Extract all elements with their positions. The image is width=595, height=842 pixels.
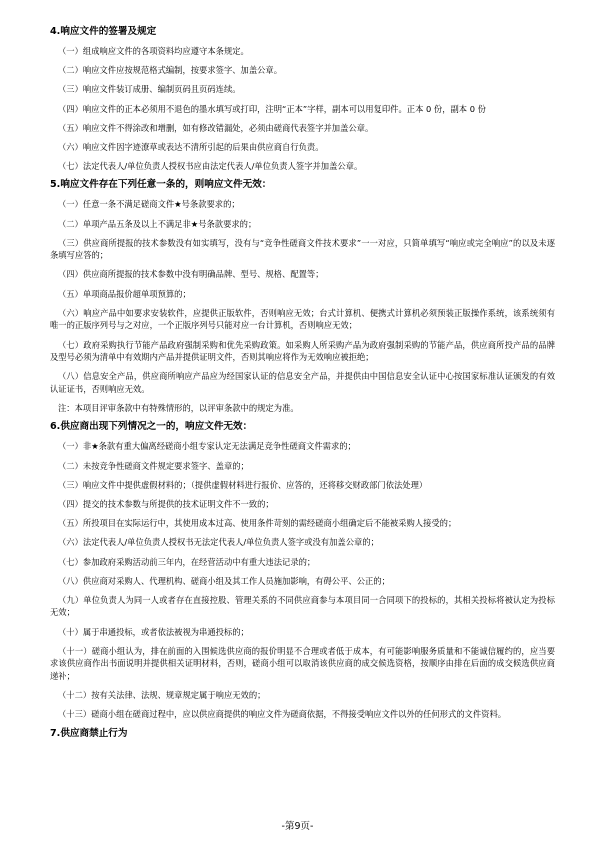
clause-paragraph: （十）属于串通投标，或者依法被视为串通投标的； [58, 626, 249, 637]
clause-paragraph: （八）信息安全产品，供应商所响应产品应为经国家认证的信息安全产品，并提供由中国信息安全认证中心按国家标准认证颁发的有效认证证书，否则响应无效。 [50, 371, 555, 394]
clause-paragraph: （二）单项产品五条及以上不满足非★号条款要求的； [58, 218, 257, 229]
clause-paragraph: （四）供应商所提报的技术参数中没有明确品牌、型号、规格、配置等； [58, 269, 324, 280]
clause-paragraph: （七）法定代表人/单位负责人授权书应由法定代表人/单位负责人签字并加盖公章。 [58, 161, 363, 172]
clause-paragraph: 注：本项目评审条款中有特殊情形的，以评审条款中的规定为准。 [58, 403, 299, 414]
section-heading: 7.供应商禁止行为 [50, 727, 128, 739]
clause-paragraph: （九）单位负责人为同一人或者存在直接控股、管理关系的不同供应商参与本项目同一合同项下的投标的，其相关投标将被认定为投标无效； [50, 594, 555, 618]
clause-paragraph: （四）提交的技术参数与所提供的技术证明文件不一致的； [58, 498, 274, 509]
clause-paragraph: （一）组成响应文件的各项资料均应遵守本条规定。 [58, 46, 249, 56]
clause-paragraph: （二）响应文件应按规范格式编制，按要求签字、加盖公章。 [58, 65, 283, 76]
clause-paragraph: （五）所投项目在实际运行中，其使用成本过高、使用条件苛刻的需经磋商小组确定后不能被采购人接受的； [58, 518, 457, 529]
clause-paragraph: （六）响应文件因字迹潦草或表达不清所引起的后果由供应商自行负责。 [58, 141, 324, 152]
clause-paragraph: （六）法定代表人/单位负责人授权书无法定代表人/单位负责人签字或没有加盖公章的； [58, 537, 379, 548]
section-heading: 6.供应商出现下列情况之一的，响应文件无效： [50, 421, 253, 433]
clause-paragraph: （八）供应商对采购人、代理机构、磋商小组及其工作人员施加影响，有碍公平、公正的； [58, 575, 390, 586]
section-heading: 4.响应文件的签署及规定 [50, 26, 157, 37]
clause-paragraph: （十二）按有关法律、法规、规章规定属于响应无效的； [58, 690, 266, 701]
clause-paragraph: （三）响应文件装订成册、编制页码且页码连续。 [58, 84, 241, 95]
clause-paragraph: （一）任意一条不满足磋商文件★号条款要求的； [58, 199, 240, 210]
clause-paragraph: （四）响应文件的正本必须用不退色的墨水填写或打印，注明“正本”字样，副本可以用复印件。正本 0 份，副本 0 份 [58, 103, 486, 114]
document-body [50, 26, 555, 747]
clause-paragraph: （七）参加政府采购活动前三年内，在经营活动中有重大违法记录的； [58, 556, 316, 567]
clause-paragraph: （三）响应文件中提供虚假材料的；（提供虚假材料进行报价、应答的，还将移交财政部门依法处理） [58, 479, 428, 490]
clause-paragraph: （十三）磋商小组在磋商过程中，应以供应商提供的响应文件为磋商依据，不得接受响应文件以外的任何形式的文件资料。 [58, 709, 507, 720]
clause-paragraph: （五）响应文件不得涂改和增删，如有修改错漏处，必须由磋商代表签字并加盖公章。 [58, 122, 374, 133]
clause-paragraph: （十一）磋商小组认为，排在前面的入围候选供应商的报价明显不合理或者低于成本，有可能影响服务质量和不能诚信履约的，应当要求该供应商作出书面说明并提供相关证明材料，否则，磋商小组可以取消该供应商的成交候选资格，按顺序由排在后面的成交候选供应商递补； [50, 645, 555, 682]
clause-paragraph: （二）未按竞争性磋商文件规定要求签字、盖章的； [58, 460, 249, 471]
clause-paragraph: （六）响应产品中如要求安装软件，应提供正版软件，否则响应无效；台式计算机、便携式计算机必须预装正版操作系统，该系统须有唯一的正版序列号与之对应，一个正版序列号只能对应一台计算机，否则响应无效； [50, 307, 555, 331]
clause-paragraph: （五）单项商品报价超单项预算的； [58, 288, 191, 299]
clause-paragraph: （七）政府采购执行节能产品政府强制采购和优先采购政策。如采购人所采购产品为政府强制采购的节能产品，供应商所投产品的品牌及型号必须为清单中有效期内产品并提供证明文件，否则其响应将作为无效响应被拒绝； [50, 339, 555, 363]
clause-paragraph: （一）非★条款有重大偏离经磋商小组专家认定无法满足竞争性磋商文件需求的； [58, 441, 356, 452]
section-heading: 5.响应文件存在下列任意一条的，则响应文件无效： [50, 179, 272, 191]
clause-paragraph: （三）供应商所提报的技术参数没有如实填写，没有与“竞争性磋商文件技术要求”一一对应，只简单填写“响应或完全响应”的以及未逐条填写应答的； [50, 237, 555, 261]
page-number: -第9页- [281, 821, 314, 832]
